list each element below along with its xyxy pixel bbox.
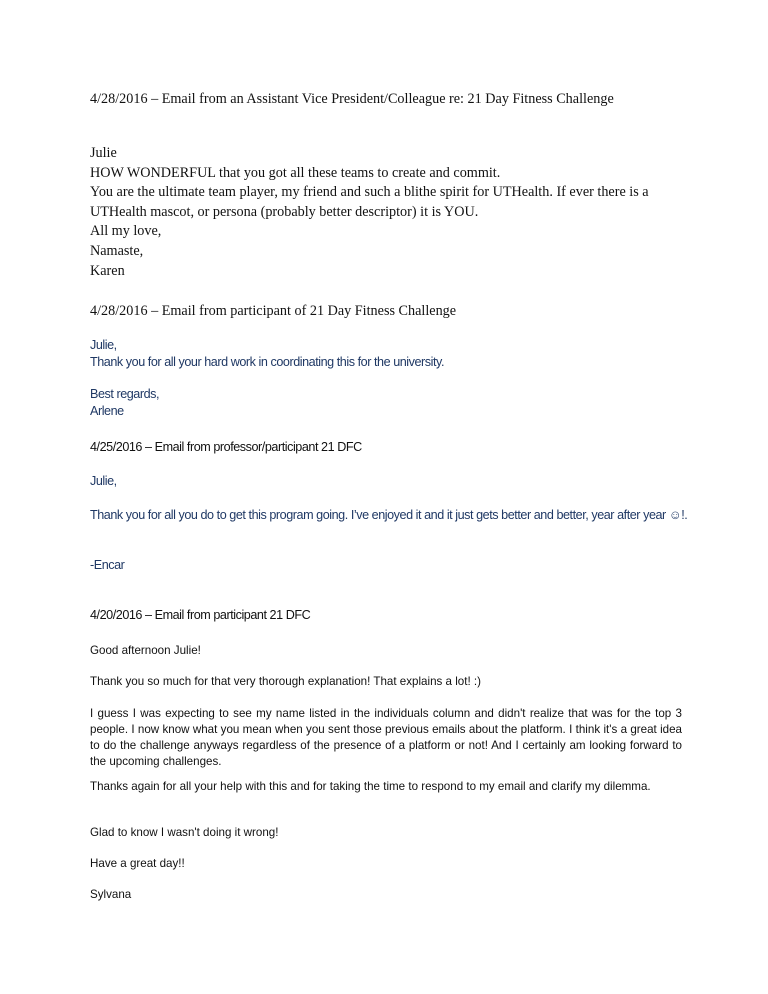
email3-heading: 4/25/2016 – Email from professor/participant 21 DFC: [90, 440, 362, 454]
email4-paragraph: Good afternoon Julie!: [90, 644, 201, 657]
email1-heading: 4/28/2016 – Email from an Assistant Vice President/Colleague re: 21 Day Fitness Challenge: [90, 91, 614, 107]
email1-line: All my love,: [90, 223, 162, 240]
email2-greeting: Julie,: [90, 338, 117, 352]
email2-signature: Arlene: [90, 404, 124, 418]
email1-greeting: Julie: [90, 145, 117, 161]
email1-line: Namaste,: [90, 242, 144, 259]
email1-line: HOW WONDERFUL that you got all these teams to create and commit.: [90, 164, 501, 181]
email4-signature: Sylvana: [90, 888, 132, 901]
email1-body: [90, 144, 690, 281]
email4-paragraph: Have a great day!!: [90, 857, 185, 870]
email3-signature: -Encar: [90, 558, 125, 572]
email1-line: You are the ultimate team player, my friend and such a blithe spirit for UTHealth. If ever there is a UTHealth mascot, or persona (probably better descriptor) it is YOU.: [90, 184, 649, 220]
email4-heading: 4/20/2016 – Email from participant 21 DFC: [90, 608, 311, 622]
email2-closing: Best regards,: [90, 387, 160, 401]
email3-body: Thank you for all you do to get this program going. I’ve enjoyed it and it just gets better and better, year after year ☺!.: [90, 508, 688, 522]
email4-paragraph: Thank you so much for that very thorough explanation! That explains a lot! :): [90, 675, 481, 688]
email1-signature: Karen: [90, 262, 125, 279]
email4-paragraph: Glad to know I wasn't doing it wrong!: [90, 826, 279, 839]
email4-paragraph: Thanks again for all your help with this and for taking the time to respond to my email and clarify my dilemma.: [90, 780, 651, 793]
email3-greeting: Julie,: [90, 474, 117, 488]
email2-body: Thank you for all your hard work in coordinating this for the university.: [90, 355, 445, 369]
email2-heading: 4/28/2016 – Email from participant of 21 Day Fitness Challenge: [90, 303, 457, 319]
email4-paragraph: I guess I was expecting to see my name listed in the individuals column and didn't realize that was for the top 3 people. I now know what you mean when you sent those previous emails about the platform. I think it's a great idea to do the challenge anyways regardless of the presence of a platform or not! And I certainly am looking forward to the upcoming challenges.: [90, 707, 682, 768]
